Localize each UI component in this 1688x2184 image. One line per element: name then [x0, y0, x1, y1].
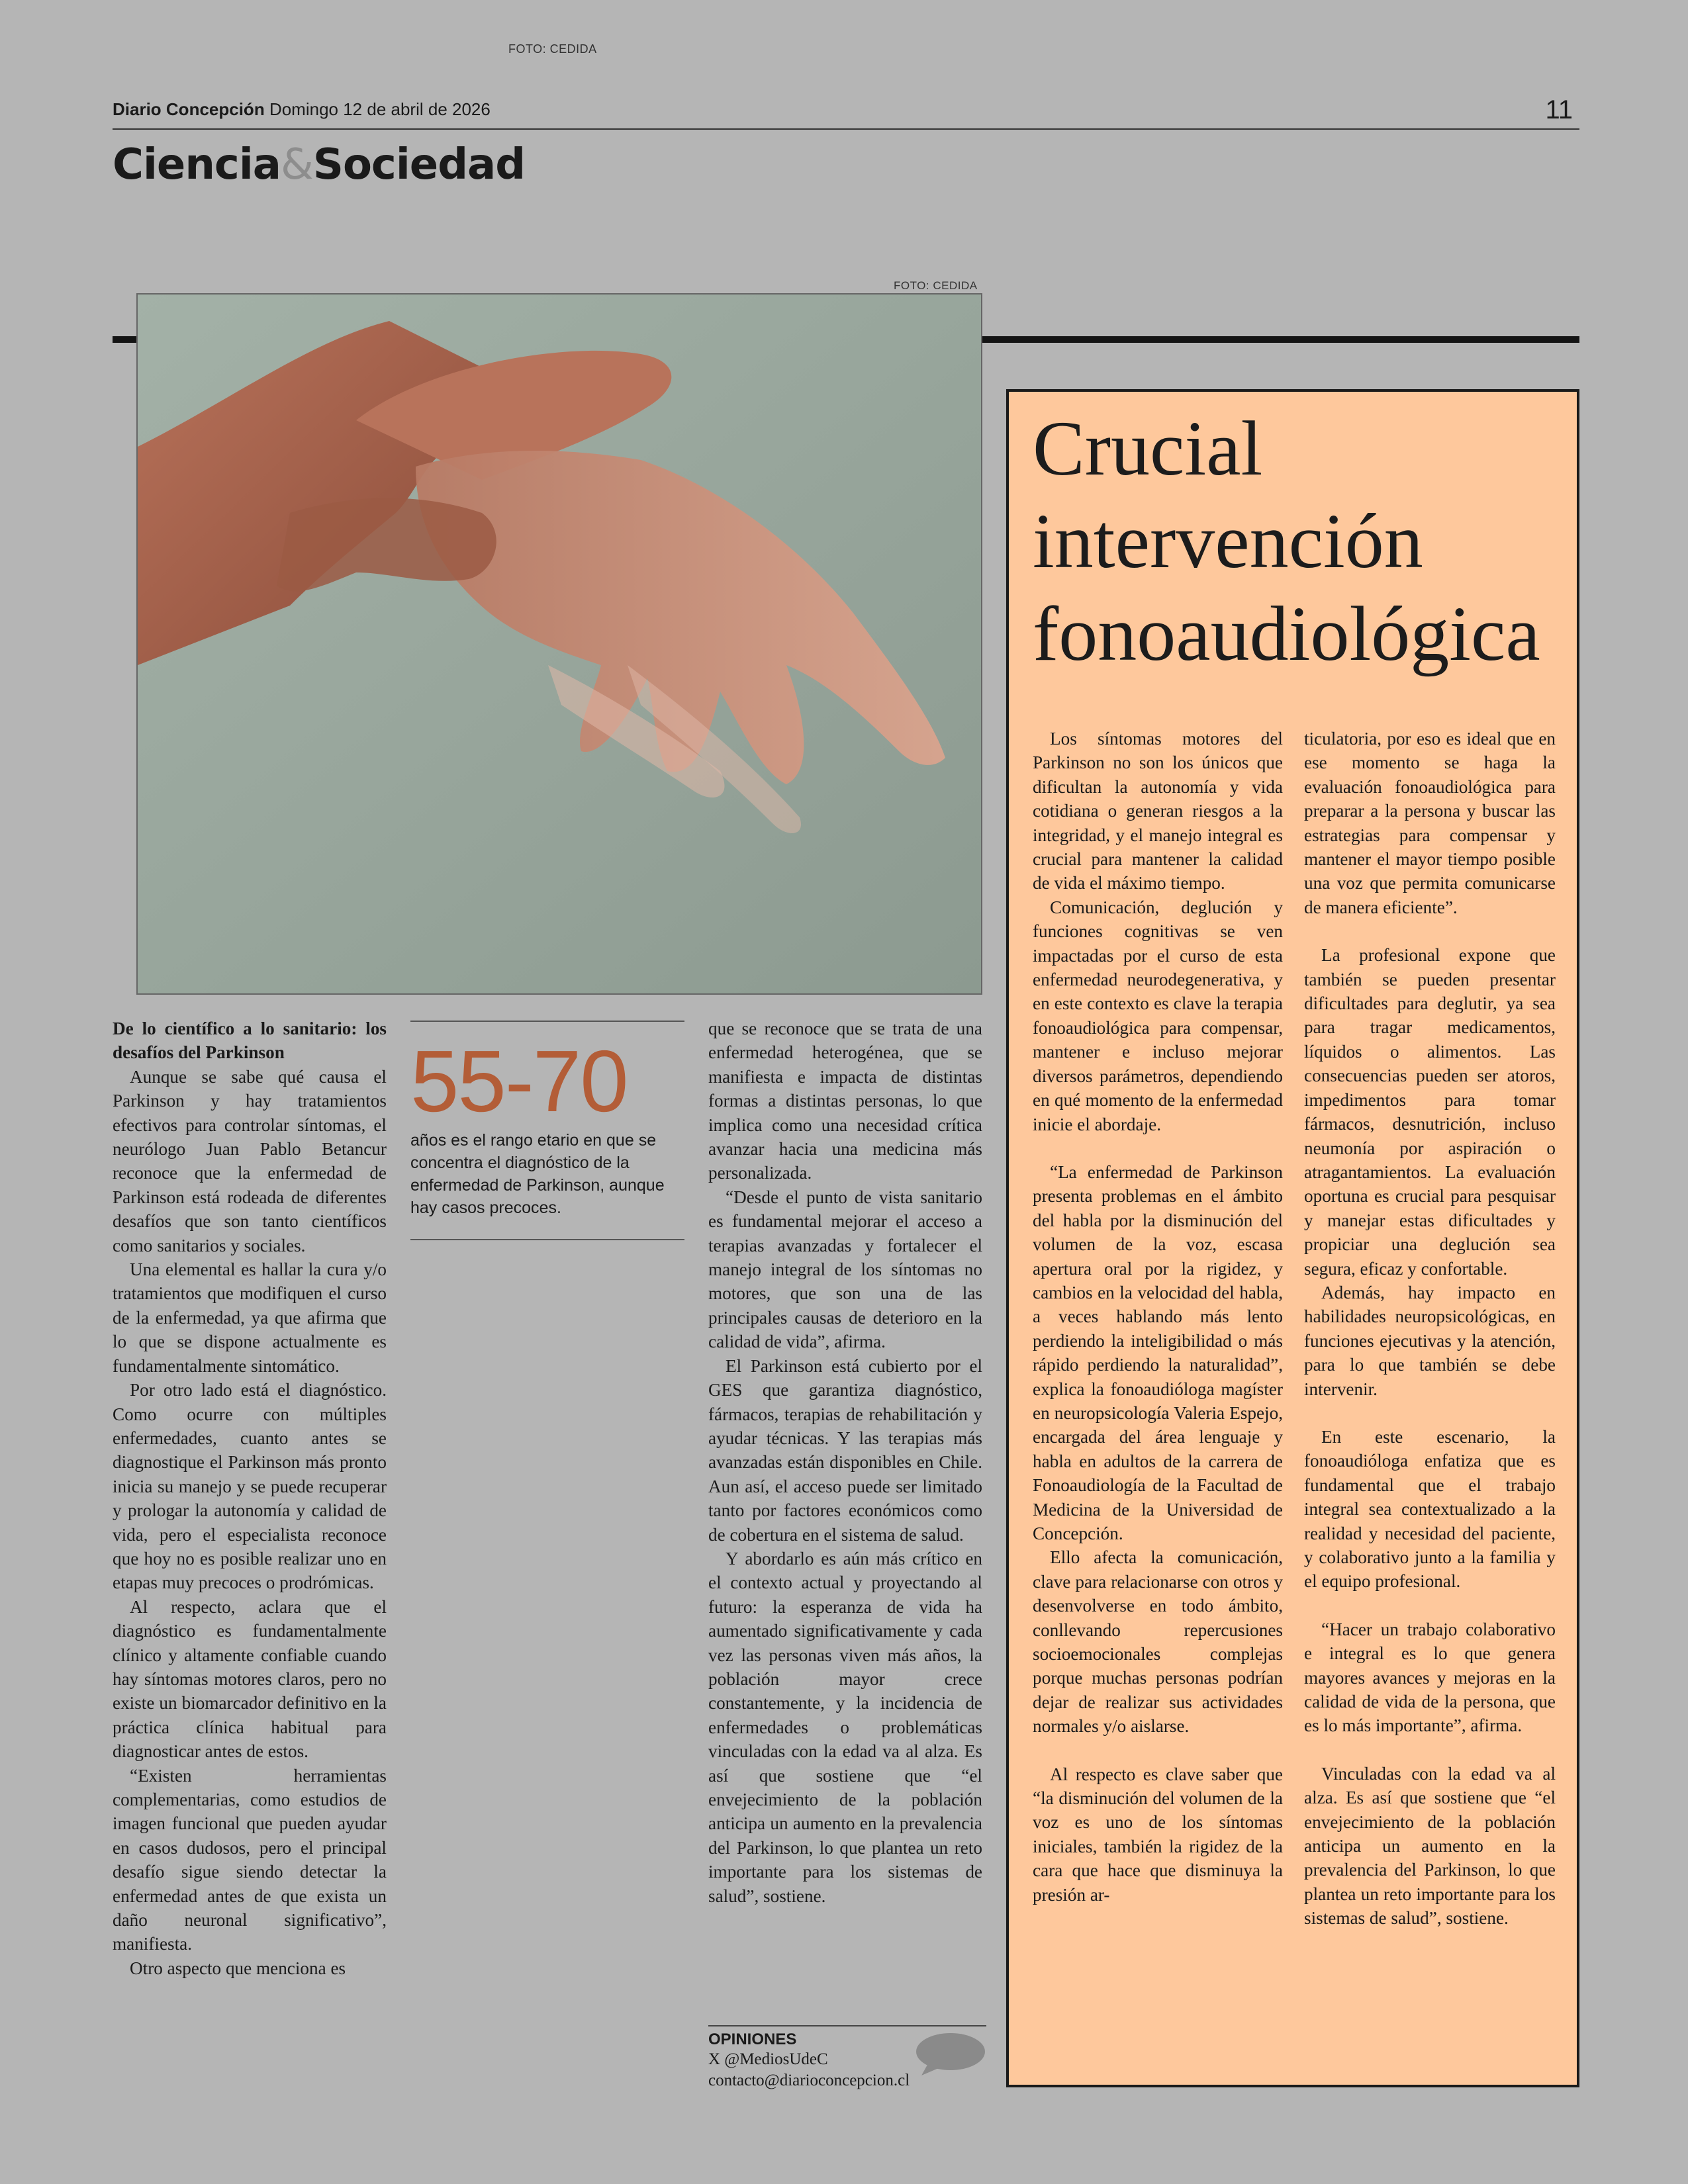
article-column-3 [708, 1017, 982, 1908]
article-paragraph: Otro aspecto que menciona es [130, 1958, 346, 1978]
article-paragraph: que se reconoce que se trata de una enfermedad heterogénea, que se manifiesta e impacta de distintas formas a distintas personas, lo que implica como una necesidad crítica avanzar hacia una medicina más personalizada. [708, 1019, 982, 1183]
section-title [113, 140, 525, 189]
sidebar-paragraph: “Hacer un trabajo colaborativo e integral es lo que genera mayores avances y mejoras en la calidad de vida de la persona, que es lo más importante”, afirma. [1304, 1619, 1556, 1736]
stat-number: 55-70 [410, 1032, 628, 1130]
contact-email[interactable]: contacto@diarioconcepcion.cl [708, 2071, 910, 2089]
sidebar-paragraph: Al respecto es clave saber que “la disminución del volumen de la voz es uno de los síntomas iniciales, también la rigidez de la cara que hace que disminuya la presión ar- [1033, 1764, 1283, 1905]
opiniones-label: OPINIONES [708, 2030, 797, 2048]
article-paragraph: “Desde el punto de vista sanitario es fundamental mejorar el acceso a terapias avanzadas y fortalecer el manejo integral de los síntomas no motores, que son una de las principales causas de deterioro en la calidad de vida”, afirma. [708, 1187, 982, 1352]
sidebar-paragraph: Comunicación, deglución y funciones cognitivas se ven impactadas por el curso de esta enfermedad neurodegenerativa, y en este contexto es clave la terapia fonoaudiológica para compensar, mantener e incluso mejorar diversos parámetros, dependiendo en qué momento de la enfermedad inicie el abordaje. [1033, 897, 1283, 1134]
hands-photo [136, 293, 982, 995]
sidebar-headline [1033, 402, 1540, 680]
page-number: 11 [1545, 95, 1573, 124]
article-paragraph: Y abordarlo es aún más crítico en el contexto actual y proyectando al futuro: la esperanza de vida ha aumentado significativamente y cada vez las personas viven más años, la población mayor crece constantemente, y la incidencia de enfermedades o problemáticas vinculadas con la edad va al alza. Es así que sostiene que “el envejecimiento de la población anticipa un aumento en la prevalencia del Parkinson, lo que plantea un reto importante para los sistemas de salud”, sostiene. [708, 1548, 982, 1906]
sidebar-paragraph: ticulatoria, por eso es ideal que en ese momento se haga la evaluación fonoaudiológica para preparar a la persona y buscar las estrategias para compensar y mantener el mayor tiempo posible una voz que permita comunicarse de manera eficiente”. [1304, 729, 1556, 917]
section-title-part2: Sociedad [312, 140, 525, 189]
article-paragraph: Una elemental es hallar la cura y/o tratamientos que modifiquen el curso de la enfermedad, ya que afirma que lo que se dispone actualmente es fundamentalmente sintomático. [113, 1259, 387, 1376]
sidebar-paragraph: Además, hay impacto en habilidades neuropsicológicas, en funciones ejecutivas y la atención, para lo que también se debe intervenir. [1304, 1282, 1556, 1399]
stat-callout [410, 1021, 684, 1240]
article-paragraph: Por otro lado está el diagnóstico. Como ocurre con múltiples enfermedades, cuanto antes se diagnostique el Parkinson más pronto inicia su manejo y se puede recuperar y prologar la autonomía y calidad de vida, pero el especialista reconoce que hoy no es posible realizar uno en etapas muy precoces o prodrómicas. [113, 1380, 387, 1593]
article-paragraph: El Parkinson está cubierto por el GES que garantiza diagnóstico, fármacos, terapias de rehabilitación y ayudar técnicas. Y las terapias más avanzadas están disponibles en Chile. Aun así, el acceso puede ser limitado tanto por factores económicos como de cobertura en el sistema de salud. [708, 1355, 982, 1545]
sidebar-paragraph: Los síntomas motores del Parkinson no son los únicos que dificultan la autonomía y vida cotidiana o generan riesgos a la integridad, y el manejo integral es crucial para mantener la calidad de vida el máximo tiempo. [1033, 729, 1283, 893]
stat-caption: años es el rango etario en que se concentra el diagnóstico de la enfermedad de Parkinson, aunque hay casos precoces. [410, 1131, 665, 1217]
sidebar-paragraph: “La enfermedad de Parkinson presenta problemas en el ámbito del habla por la disminución del volumen de la voz, escasa apertura oral por la rigidez, y cambios en la velocidad del habla, a veces hablando más lento perdiendo la inteligibilidad o más rápido perdiendo la naturalidad”, explica la fonoaudióloga magíster en neuropsicología Valeria Espejo, encargada del área lenguaje y habla en adultos de la carrera de Fonoaudiología de la Facultad de Medicina de la Universidad de Concepción. [1033, 1161, 1283, 1543]
sidebar-headline-line: intervención [1033, 498, 1423, 584]
article-paragraph: Aunque se sabe qué causa el Parkinson y hay tratamientos efectivos para controlar síntomas, el neurólogo Juan Pablo Betancur reconoce que la enfermedad de Parkinson está rodeada de diferentes desafíos que son tanto científicos como sanitarios y sociales. [113, 1066, 387, 1255]
article-column-1 [113, 1017, 387, 1980]
sidebar-paragraph: La profesional expone que también se pueden presentar dificultades para deglutir, ya sea para tragar medicamentos, líquidos o alimentos. Las consecuencias pueden ser atoros, impedimentos para tomar fármacos, desnutrición, incluso neumonía por aspiración o atragantamientos. La evaluación oportuna es crucial para pesquisar y manejar estas dificultades y propiciar una deglución sea segura, eficaz y confortable. [1304, 945, 1556, 1279]
speech-bubble-icon [914, 2030, 986, 2077]
twitter-handle[interactable]: X @MediosUdeC [708, 2050, 828, 2068]
sidebar-column-2 [1304, 727, 1556, 1931]
section-title-part1: Ciencia [113, 140, 281, 189]
sidebar-column-1 [1033, 727, 1283, 1907]
sidebar-paragraph: En este escenario, la fonoaudióloga enfatiza que es fundamental que el trabajo integral sea contextualizado a la realidad y necesidad del paciente, y colaborativo junto a la familia y el equipo profesional. [1304, 1426, 1556, 1592]
photo-credit-top: FOTO: CEDIDA [508, 42, 597, 56]
article-paragraph: Al respecto, aclara que el diagnóstico es fundamentalmente clínico y altamente confiable cuando hay síntomas motores claros, pero no existe un biomarcador definitivo en la práctica clínica habitual para diagnosticar antes de estos. [113, 1596, 387, 1762]
sidebar-box [1006, 389, 1579, 2087]
sidebar-headline-line: fonoaudiológica [1033, 590, 1540, 677]
opiniones-box [708, 2025, 986, 2091]
masthead [113, 95, 1579, 130]
photo-credit-image: FOTO: CEDIDA [894, 279, 978, 292]
sidebar-paragraph: Vinculadas con la edad va al alza. Es así que sostiene que “el envejecimiento de la población anticipa un aumento en la prevalencia del Parkinson, lo que plantea un reto importante para los sistemas de salud”, sostiene. [1304, 1763, 1556, 1929]
hands-illustration [138, 295, 982, 995]
sidebar-paragraph: Ello afecta la comunicación, clave para relacionarse con otros y desenvolverse en todo ámbito, conllevando repercusiones socioemocionales complejas porque muchas personas podrían dejar de realizar sus actividades normales y/o aislarse. [1033, 1547, 1283, 1737]
sidebar-headline-line: Crucial [1033, 405, 1263, 492]
section-title-ampersand: & [280, 140, 313, 189]
issue-date: Domingo 12 de abril de 2026 [269, 99, 491, 119]
article-paragraph: “Existen herramientas complementarias, como estudios de imagen funcional que pueden ayudar en casos dudosos, pero el principal desafío sigue siendo detectar la enfermedad antes de que exista un daño neuronal significativo”, manifiesta. [113, 1765, 387, 1954]
article-subhead: De lo científico a lo sanitario: los desafíos del Parkinson [113, 1019, 387, 1063]
paper-name: Diario Concepción [113, 99, 265, 119]
